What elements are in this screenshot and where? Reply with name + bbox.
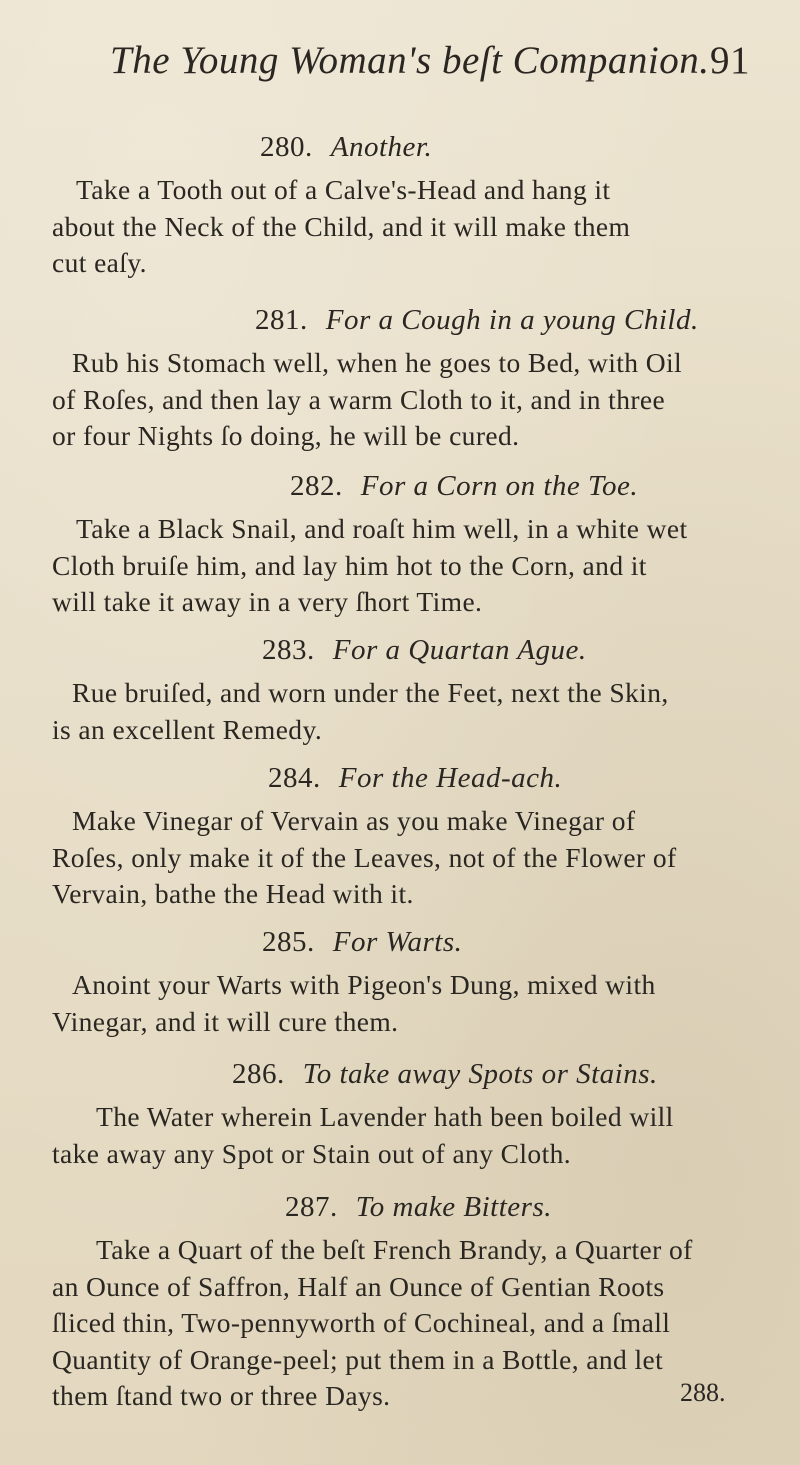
recipe-number: 282.	[290, 470, 343, 502]
recipe-entry	[0, 469, 800, 621]
recipe-number: 281.	[255, 304, 308, 336]
recipe-number: 280.	[260, 131, 313, 163]
recipe-body	[0, 172, 800, 282]
recipe-heading	[0, 633, 800, 667]
text-line: cut eaſy.	[52, 247, 147, 278]
text-line: Rub his Stomach well, when he goes to Bed, with Oil	[72, 347, 683, 378]
recipe-heading	[0, 1057, 800, 1091]
recipe-title: To take away Spots or Stains.	[302, 1058, 658, 1090]
recipe-body	[0, 511, 800, 621]
text-line: Roſes, only make it of the Leaves, not of the Flower of	[52, 841, 677, 873]
recipe-heading	[0, 130, 800, 164]
recipe-title: To make Bitters.	[355, 1191, 552, 1223]
recipe-entry	[0, 130, 800, 282]
recipe-heading	[0, 303, 800, 337]
recipe-body	[0, 803, 800, 913]
text-line: Vervain, bathe the Head with it.	[52, 878, 414, 909]
recipe-entry	[0, 633, 800, 748]
recipe-body	[0, 675, 800, 748]
recipe-body	[0, 1099, 800, 1172]
recipe-number: 284.	[268, 762, 321, 794]
text-line: will take it away in a very ſhort Time.	[52, 586, 483, 617]
catchword: 288.	[680, 1378, 726, 1407]
text-line: is an excellent Remedy.	[52, 713, 323, 745]
text-line: Rue bruiſed, and worn under the Feet, next the Skin,	[72, 677, 669, 708]
recipe-number: 287.	[285, 1191, 338, 1223]
text-line: Vinegar, and it will cure them.	[52, 1005, 399, 1037]
text-line: The Water wherein Lavender hath been boiled will	[96, 1101, 674, 1132]
recipe-title: Another.	[330, 131, 433, 163]
text-line: of Roſes, and then lay a warm Cloth to it, and in three	[52, 383, 666, 415]
recipe-entry	[0, 761, 800, 913]
recipe-title: For a Quartan Ague.	[332, 634, 587, 666]
recipe-heading	[0, 469, 800, 503]
recipe-number: 286.	[232, 1058, 285, 1090]
text-line: ſliced thin, Two-pennyworth of Cochineal, and a ſmall	[52, 1307, 671, 1338]
text-line: Quantity of Orange-peel; put them in a Bottle, and let	[52, 1343, 664, 1375]
text-line: Take a Quart of the beſt French Brandy, a Quarter of	[96, 1234, 693, 1265]
running-head-title: The Young Woman's beſt Companion.	[110, 39, 710, 82]
recipe-title: For the Head-ach.	[338, 762, 563, 794]
recipe-title: For a Corn on the Toe.	[360, 470, 639, 502]
text-line: Take a Tooth out of a Calve's-Head and hang it	[76, 174, 611, 205]
recipe-entry	[0, 303, 800, 455]
text-line: take away any Spot or Stain out of any Cloth.	[52, 1137, 572, 1169]
text-line: them ſtand two or three Days.	[52, 1380, 391, 1411]
text-line: or four Nights ſo doing, he will be cured.	[52, 420, 520, 451]
text-line: about the Neck of the Child, and it will make them	[52, 210, 631, 242]
recipe-body	[0, 967, 800, 1040]
recipe-body	[0, 345, 800, 455]
recipe-title: For Warts.	[332, 926, 463, 958]
page-number: 91	[710, 39, 750, 82]
running-head	[110, 38, 750, 83]
recipe-heading	[0, 1190, 800, 1224]
text-line: Cloth bruiſe him, and lay him hot to the Corn, and it	[52, 549, 647, 581]
text-line: Anoint your Warts with Pigeon's Dung, mixed with	[72, 969, 656, 1000]
recipe-title: For a Cough in a young Child.	[325, 304, 699, 336]
recipe-number: 285.	[262, 926, 315, 958]
recipe-heading	[0, 761, 800, 795]
recipe-heading	[0, 925, 800, 959]
text-line: Make Vinegar of Vervain as you make Vinegar of	[72, 805, 636, 836]
recipe-entry	[0, 1057, 800, 1172]
recipe-entry	[0, 925, 800, 1040]
text-line: Take a Black Snail, and roaſt him well, in a white wet	[76, 513, 688, 544]
recipe-number: 283.	[262, 634, 315, 666]
text-line: an Ounce of Saffron, Half an Ounce of Gentian Roots	[52, 1270, 665, 1302]
